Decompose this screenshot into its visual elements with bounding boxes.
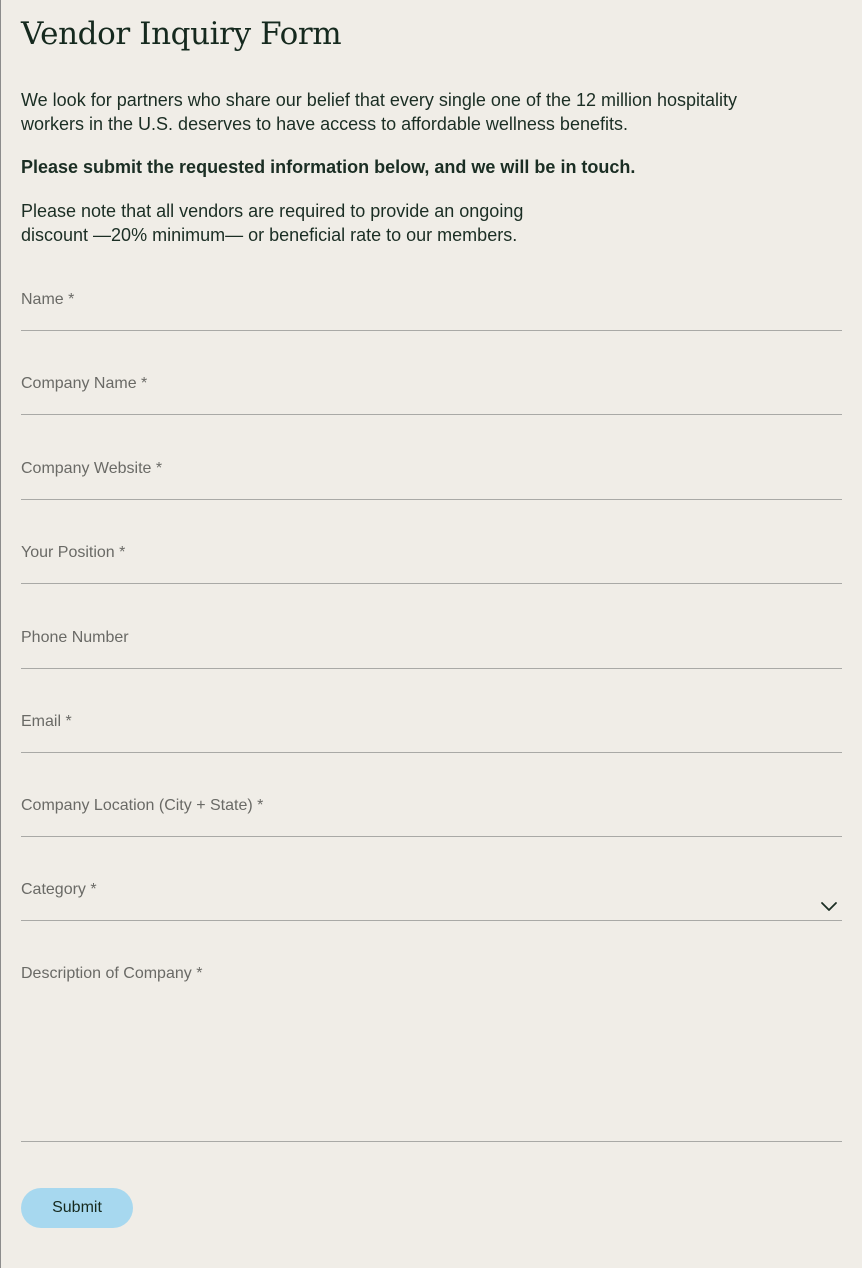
position-input[interactable]: [21, 543, 842, 583]
category-select[interactable]: [21, 880, 842, 921]
phone-field[interactable]: [21, 628, 842, 669]
submit-button[interactable]: Submit: [21, 1188, 133, 1228]
company-website-input[interactable]: [21, 459, 842, 499]
company-name-label: Company Name *: [21, 375, 148, 392]
location-label: Company Location (City + State) *: [21, 797, 264, 814]
description-textarea[interactable]: [21, 964, 842, 1141]
chevron-down-icon[interactable]: [820, 900, 838, 912]
company-name-input[interactable]: [21, 374, 842, 414]
submit-instruction: Please submit the requested information below, and we will be in touch.: [21, 157, 636, 177]
phone-input[interactable]: [21, 628, 842, 668]
email-field[interactable]: [21, 712, 842, 753]
company-website-field[interactable]: [21, 459, 842, 500]
name-label: Name *: [21, 291, 75, 308]
discount-note: Please note that all vendors are required to provide an ongoing discount —20% minimum— or beneficial rate to our members.: [21, 201, 524, 245]
position-field[interactable]: [21, 543, 842, 584]
name-input[interactable]: [21, 290, 842, 330]
location-input[interactable]: [21, 796, 842, 836]
email-input[interactable]: [21, 712, 842, 752]
description-label: Description of Company *: [21, 965, 203, 982]
email-label: Email *: [21, 713, 72, 730]
phone-label: Phone Number: [21, 629, 129, 646]
company-website-label: Company Website *: [21, 460, 163, 477]
category-label: Category *: [21, 881, 97, 898]
intro-paragraph: We look for partners who share our belief that every single one of the 12 million hospitality workers in the U.S. deserves to have access to affordable wellness benefits.: [21, 90, 738, 134]
page-title: Vendor Inquiry Form: [21, 16, 342, 52]
location-field[interactable]: [21, 796, 842, 837]
left-border: [0, 0, 1, 1268]
company-name-field[interactable]: [21, 374, 842, 415]
position-label: Your Position *: [21, 544, 126, 561]
name-field[interactable]: [21, 290, 842, 331]
description-field[interactable]: [21, 964, 842, 1142]
